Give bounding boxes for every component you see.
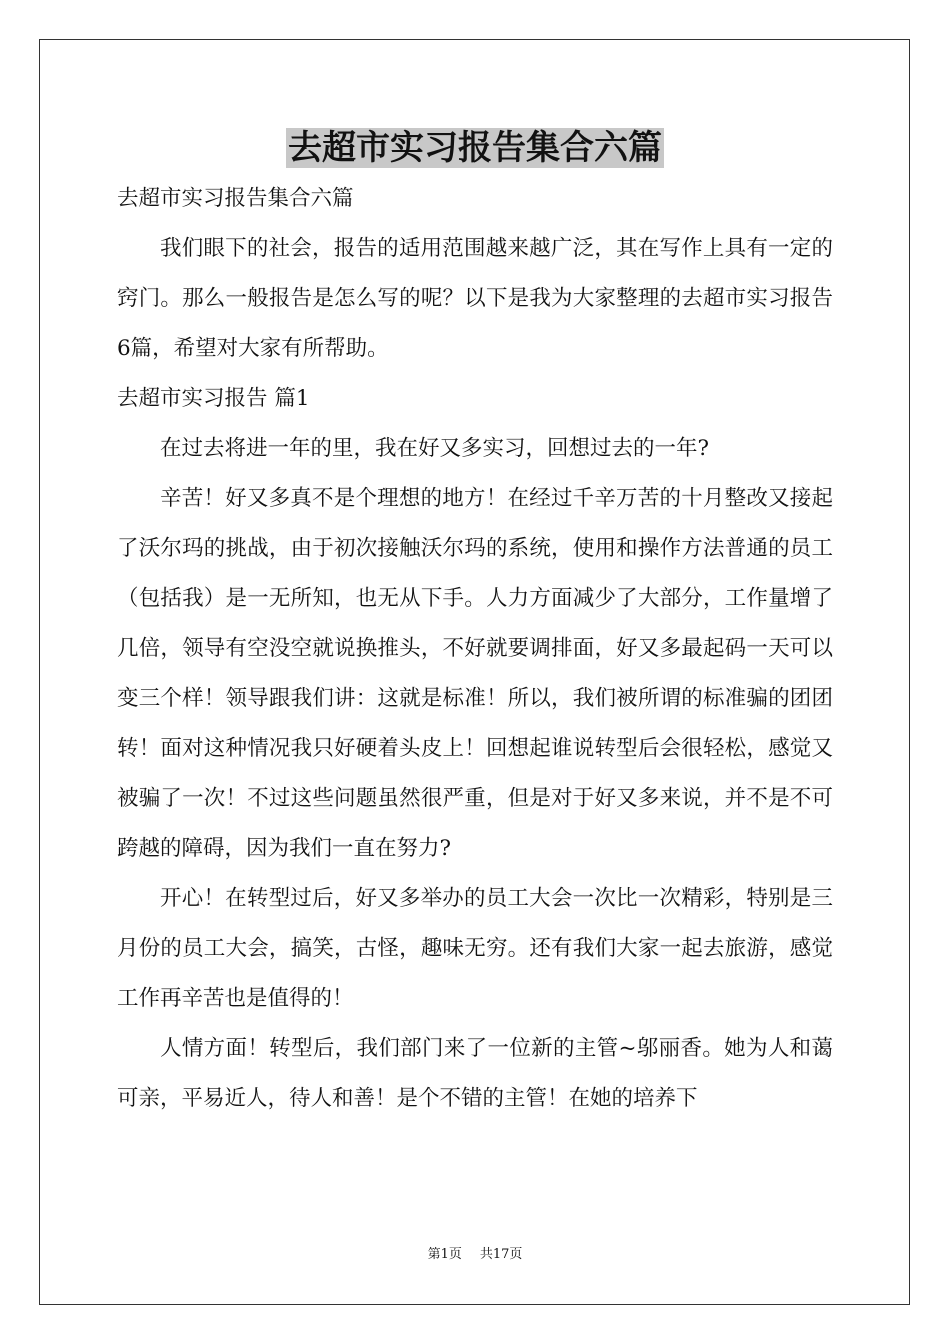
document-title-text: 去超市实习报告集合六篇 bbox=[288, 128, 662, 168]
document-title bbox=[0, 122, 950, 174]
intro-paragraph: 我们眼下的社会，报告的适用范围越来越广泛，其在写作上具有一定的窍门。那么一般报告是怎么写的呢？以下是我为大家整理的去超市实习报告6篇，希望对大家有所帮助。 bbox=[117, 236, 833, 361]
body-paragraph: 在过去将进一年的里，我在好又多实习，回想过去的一年? bbox=[160, 436, 710, 461]
page-footer bbox=[0, 1245, 950, 1265]
document-body bbox=[117, 174, 833, 1124]
page-total: 共17页 bbox=[479, 1247, 523, 1262]
page-number: 第1页 bbox=[427, 1247, 462, 1262]
section-heading: 去超市实习报告 篇1 bbox=[117, 386, 310, 411]
body-paragraph: 辛苦！好又多真不是个理想的地方！在经过千辛万苦的十月整改又接起了沃尔玛的挑战，由于初次接触沃尔玛的系统，使用和操作方法普通的员工（包括我）是一无所知，也无从下手。人力方面减少了大部分，工作量增了几倍，领导有空没空就说换推头，不好就要调排面，好又多最起码一天可以变三个样！领导跟我们讲：这就是标准！所以，我们被所谓的标准骗的团团转！面对这种情况我只好硬着头皮上！回想起谁说转型后会很轻松，感觉又被骗了一次！不过这些问题虽然很严重，但是对于好又多来说，并不是不可跨越的障碍，因为我们一直在努力? bbox=[117, 486, 833, 861]
subtitle-paragraph: 去超市实习报告集合六篇 bbox=[117, 186, 354, 211]
body-paragraph: 开心！在转型过后，好又多举办的员工大会一次比一次精彩，特别是三月份的员工大会，搞笑，古怪，趣味无穷。还有我们大家一起去旅游，感觉工作再辛苦也是值得的！ bbox=[117, 886, 833, 1011]
body-paragraph: 人情方面！转型后，我们部门来了一位新的主管~邬丽香。她为人和蔼可亲，平易近人，待人和善！是个不错的主管！在她的培养下 bbox=[117, 1036, 833, 1111]
